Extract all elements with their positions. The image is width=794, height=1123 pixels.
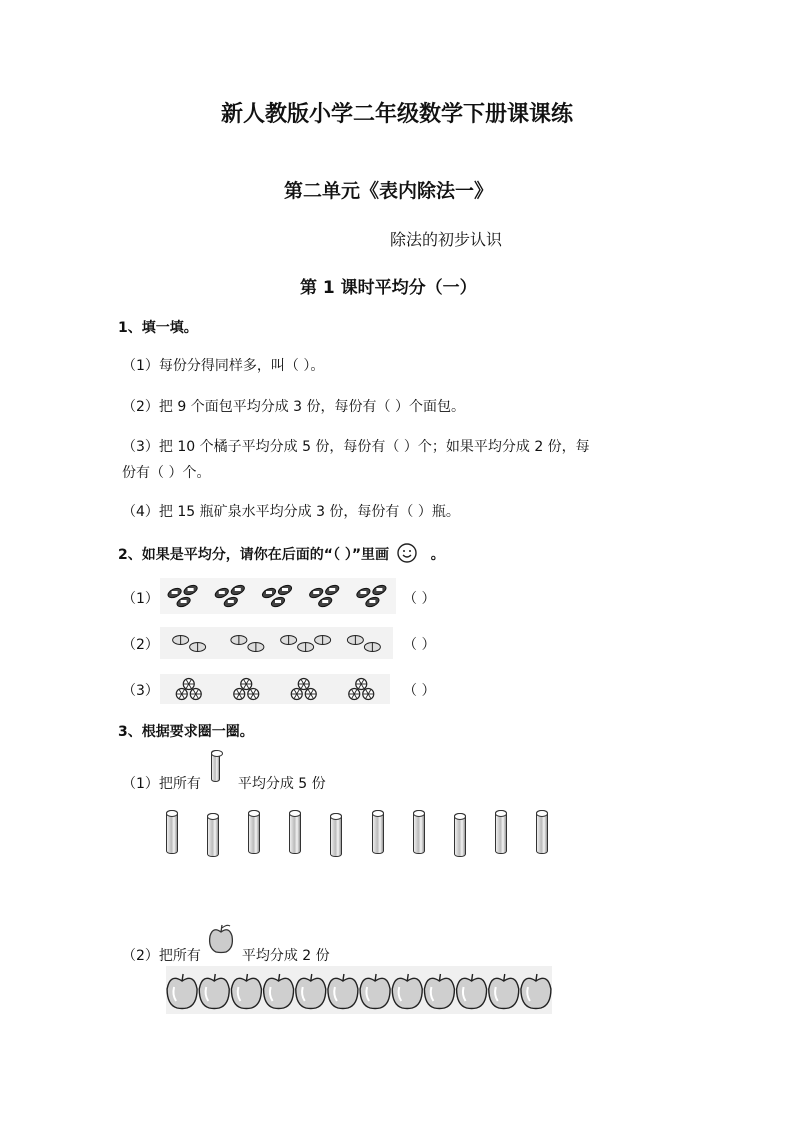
- flower-icon: [241, 679, 252, 690]
- rod-sample-icon: [211, 762, 223, 790]
- mushroom-group: [173, 636, 206, 652]
- rod-icon: [495, 810, 507, 854]
- q3-item-1-text: （1）把所有: [122, 776, 201, 792]
- candy-icon: [308, 586, 324, 599]
- candy-icon: [261, 586, 277, 599]
- candy-icon: [364, 595, 380, 608]
- candy-icon: [183, 583, 199, 596]
- page-title: 新人教版小学二年级数学下册课课练: [220, 102, 573, 127]
- flower-group: [234, 679, 259, 700]
- q2-row-2-label: （2）: [122, 637, 159, 653]
- candy-icon: [324, 583, 340, 596]
- flower-group: [176, 679, 201, 700]
- mushroom-icon: [298, 643, 314, 652]
- mushroom-icon: [173, 636, 189, 645]
- flower-icon: [234, 689, 245, 700]
- flower-icon: [363, 689, 374, 700]
- q2-heading-end: 。: [430, 547, 445, 563]
- q3-heading: 3、根据要求圈一圈。: [118, 724, 254, 740]
- flower-group: [349, 679, 374, 700]
- q2-row-1-label: （1）: [122, 591, 159, 607]
- flower-icon: [176, 689, 187, 700]
- candy-icon: [223, 595, 239, 608]
- flower-icon: [190, 689, 201, 700]
- mushroom-group: [231, 636, 264, 652]
- section-title: 除法的初步认识: [390, 230, 503, 249]
- flower-strip: [160, 674, 390, 704]
- flower-icon: [349, 689, 360, 700]
- mushroom-icon: [190, 643, 206, 652]
- apple-icon: [264, 974, 294, 1009]
- apple-icon: [489, 974, 519, 1009]
- candy-icon: [277, 583, 293, 596]
- mushroom-group: [281, 636, 331, 652]
- q3-item-2-text: （2）把所有: [122, 948, 201, 964]
- candy-icon: [214, 586, 230, 599]
- apple-sample-icon: [207, 922, 235, 956]
- flower-icon: [356, 679, 367, 690]
- figure-strip-svg: [160, 578, 396, 614]
- q2-row-3-answer[interactable]: （ ）: [403, 683, 436, 699]
- mushroom-group: [347, 636, 380, 652]
- apple-icon: [392, 974, 422, 1009]
- apple-icon: [328, 974, 358, 1009]
- mushroom-icon: [231, 636, 247, 645]
- unit-title: 第二单元《表内除法一》: [284, 180, 494, 202]
- candy-icon: [355, 586, 371, 599]
- candy-group: [261, 583, 293, 608]
- candy-icon: [270, 595, 286, 608]
- rod-icon: [454, 813, 466, 857]
- rod-icon: [166, 810, 178, 854]
- q3-item-2: [122, 922, 330, 965]
- candy-group: [308, 583, 340, 608]
- candy-icon: [176, 595, 192, 608]
- rod-row: [166, 810, 556, 860]
- q1-item-4: （4）把 15 瓶矿泉水平均分成 3 份，每份有（ ）瓶。: [122, 504, 460, 520]
- q3-item-1-text-end: 平均分成 5 份: [237, 776, 326, 792]
- q1-item-2: （2）把 9 个面包平均分成 3 份，每份有（ ）个面包。: [122, 399, 465, 415]
- mushroom-icon: [364, 643, 380, 652]
- flower-icon: [305, 689, 316, 700]
- candy-icon: [230, 583, 246, 596]
- q2-row-3-label: （3）: [122, 683, 159, 699]
- rod-icon: [536, 810, 548, 854]
- mushroom-icon: [248, 643, 264, 652]
- q2-row-2-answer[interactable]: （ ）: [403, 637, 436, 653]
- q2-heading: [118, 542, 445, 564]
- apple-icon: [521, 974, 551, 1009]
- candy-group: [214, 583, 246, 608]
- rod-icon: [330, 813, 342, 857]
- apple-icon: [231, 974, 261, 1009]
- mushroom-icon: [347, 636, 363, 645]
- q2-row-1-answer[interactable]: （ ）: [403, 591, 436, 607]
- candy-icon: [317, 595, 333, 608]
- q3-item-2-text-end: 平均分成 2 份: [241, 948, 330, 964]
- apple-row: [166, 966, 552, 1014]
- apple-icon: [424, 974, 454, 1009]
- flower-group: [291, 679, 316, 700]
- candy-icon: [371, 583, 387, 596]
- q1-item-1: （1）每份分得同样多，叫（ ）。: [122, 358, 325, 374]
- apple-row-svg: [166, 966, 552, 1014]
- rod-icon: [207, 813, 219, 857]
- rod-icon: [413, 810, 425, 854]
- q1-item-3: （3）把 10 个橘子平均分成 5 份，每份有（ ）个；如果平均分成 2 份，每: [122, 439, 590, 455]
- apple-icon: [296, 974, 326, 1009]
- smiley-face-icon: [396, 542, 418, 564]
- q1-heading: 1、填一填。: [118, 320, 198, 336]
- candy-strip: [160, 578, 396, 614]
- flower-icon: [183, 679, 194, 690]
- apple-icon: [199, 974, 229, 1009]
- mushroom-strip: [160, 627, 393, 659]
- flower-icon: [298, 679, 309, 690]
- mushroom-icon: [315, 636, 331, 645]
- q2-heading-text: 2、如果是平均分，请你在后面的“（ ）”里画: [118, 547, 390, 563]
- lesson-title: 第 1 课时平均分（一）: [300, 278, 477, 298]
- apple-icon: [457, 974, 487, 1009]
- apple-icon: [167, 974, 197, 1009]
- flower-icon: [291, 689, 302, 700]
- rod-icon: [248, 810, 260, 854]
- q3-item-1: [122, 762, 326, 793]
- candy-group: [355, 583, 387, 608]
- flower-icon: [248, 689, 259, 700]
- apple-icon: [360, 974, 390, 1009]
- figure-strip-svg: [160, 627, 393, 659]
- mushroom-icon: [281, 636, 297, 645]
- candy-icon: [167, 586, 183, 599]
- candy-group: [167, 583, 199, 608]
- q1-item-3-cont: 份有（ ）个。: [122, 465, 211, 481]
- rod-icon: [289, 810, 301, 854]
- figure-strip-svg: [160, 674, 390, 704]
- rod-icon: [372, 810, 384, 854]
